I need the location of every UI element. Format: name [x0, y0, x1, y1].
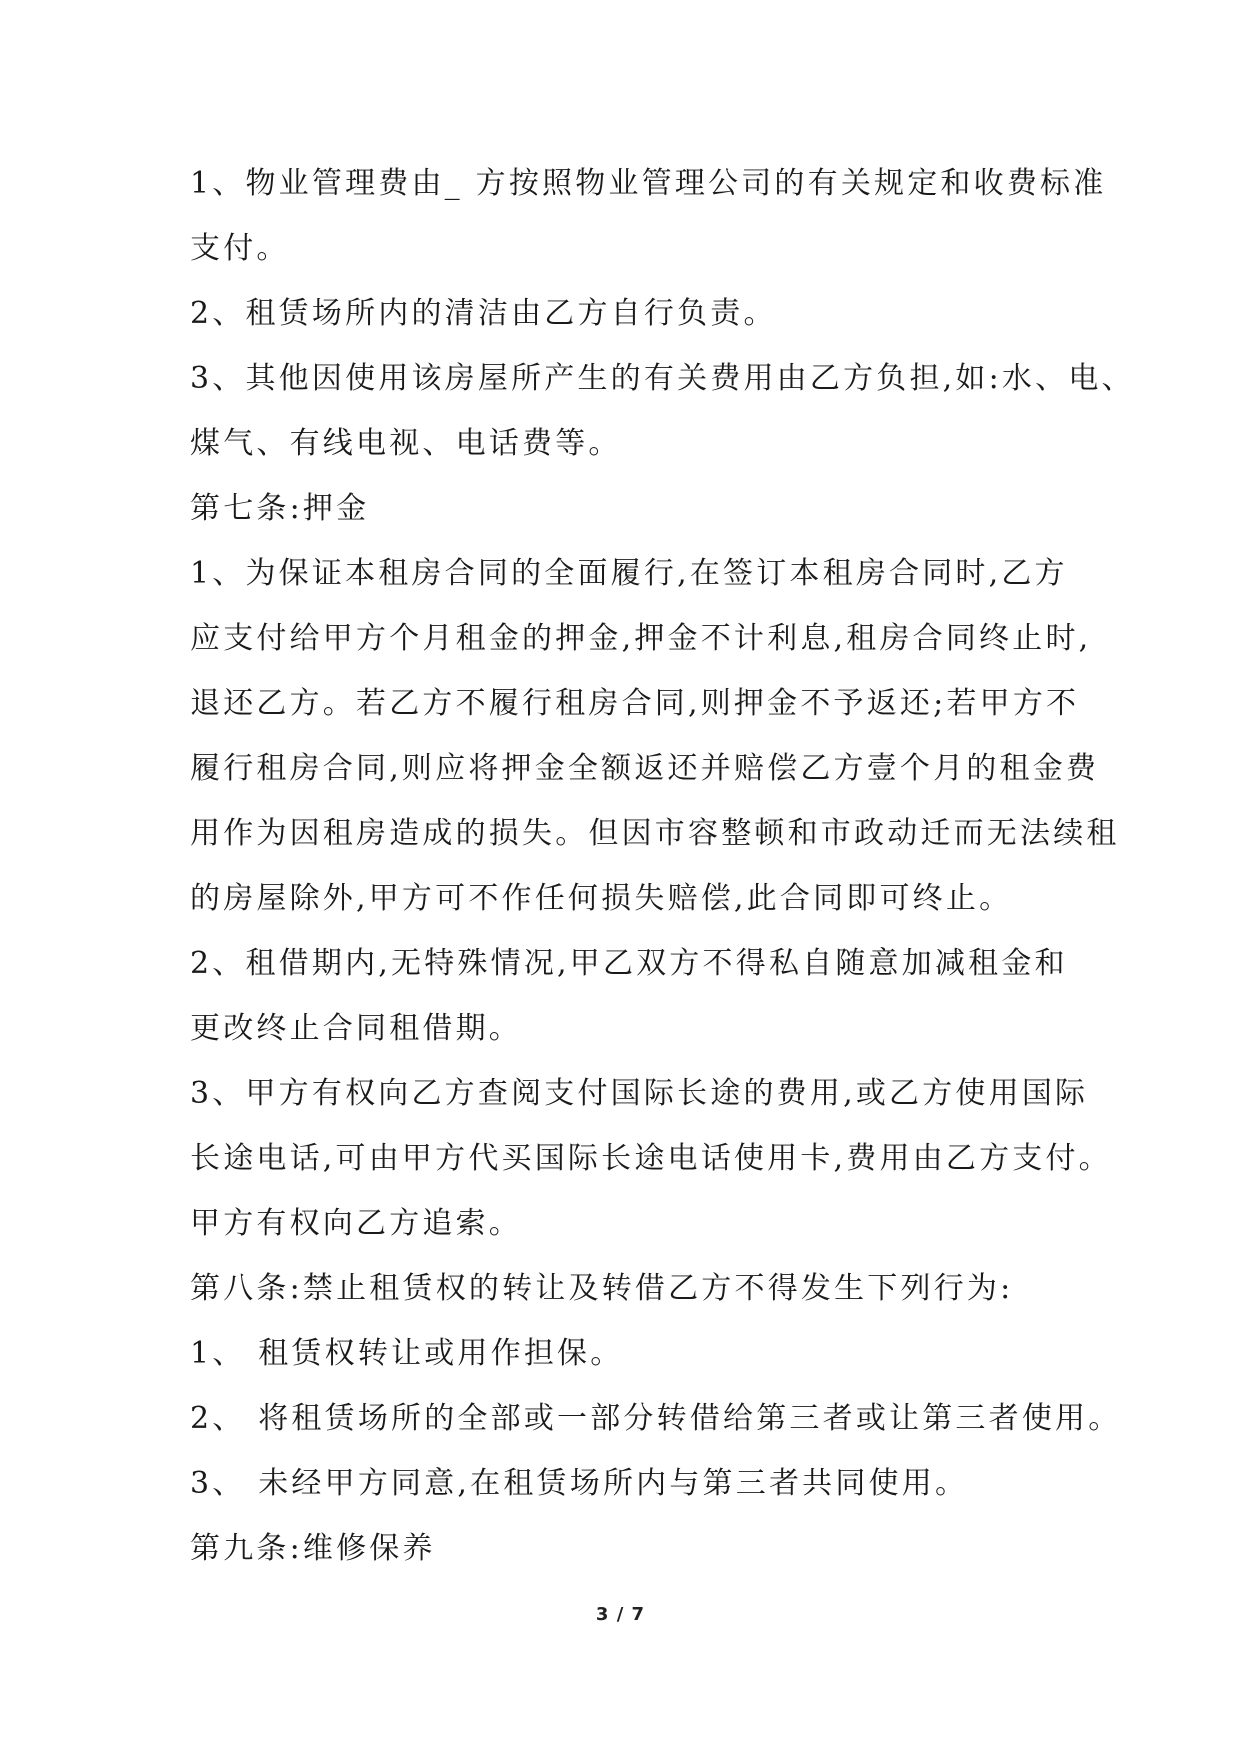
paragraph-line: 2、租借期内,无特殊情况,甲乙双方不得私自随意加减租金和 [190, 946, 1068, 981]
paragraph-line: 退还乙方。若乙方不履行租房合同,则押金不予返还;若甲方不 [190, 686, 1080, 721]
section-heading: 第八条:禁止租赁权的转让及转借乙方不得发生下列行为: [190, 1271, 1014, 1306]
list-item: 2、 将租赁场所的全部或一部分转借给第三者或让第三者使用。 [190, 1401, 1122, 1436]
paragraph-line: 支付。 [190, 231, 290, 266]
document-body [190, 156, 1135, 1586]
list-item: 3、 未经甲方同意,在租赁场所内与第三者共同使用。 [190, 1466, 969, 1501]
list-item: 1、 租赁权转让或用作担保。 [190, 1336, 624, 1371]
paragraph-line: 应支付给甲方个月租金的押金,押金不计利息,租房合同终止时, [190, 621, 1092, 656]
paragraph-line: 的房屋除外,甲方可不作任何损失赔偿,此合同即可终止。 [190, 881, 1013, 916]
paragraph-line: 甲方有权向乙方追索。 [190, 1206, 522, 1241]
paragraph-line: 更改终止合同租借期。 [190, 1011, 522, 1046]
paragraph-line: 履行租房合同,则应将押金全额返还并赔偿乙方壹个月的租金费 [190, 751, 1100, 786]
paragraph-line: 2、租赁场所内的清洁由乙方自行负责。 [190, 296, 777, 331]
section-heading: 第七条:押金 [190, 491, 370, 526]
paragraph-line: 3、甲方有权向乙方查阅支付国际长途的费用,或乙方使用国际 [190, 1076, 1089, 1111]
paragraph-line: 用作为因租房造成的损失。但因市容整顿和市政动迁而无法续租 [190, 816, 1120, 851]
paragraph-line: 煤气、有线电视、电话费等。 [190, 426, 622, 461]
paragraph-line: 1、物业管理费由_ 方按照物业管理公司的有关规定和收费标准 [190, 166, 1107, 201]
paragraph-line: 1、为保证本租房合同的全面履行,在签订本租房合同时,乙方 [190, 556, 1068, 591]
section-heading: 第九条:维修保养 [190, 1531, 436, 1566]
page-number: 3 / 7 [595, 1604, 646, 1625]
paragraph-line: 3、其他因使用该房屋所产生的有关费用由乙方负担,如:水、电、 [190, 361, 1135, 396]
paragraph-line: 长途电话,可由甲方代买国际长途电话使用卡,费用由乙方支付。 [190, 1141, 1112, 1176]
